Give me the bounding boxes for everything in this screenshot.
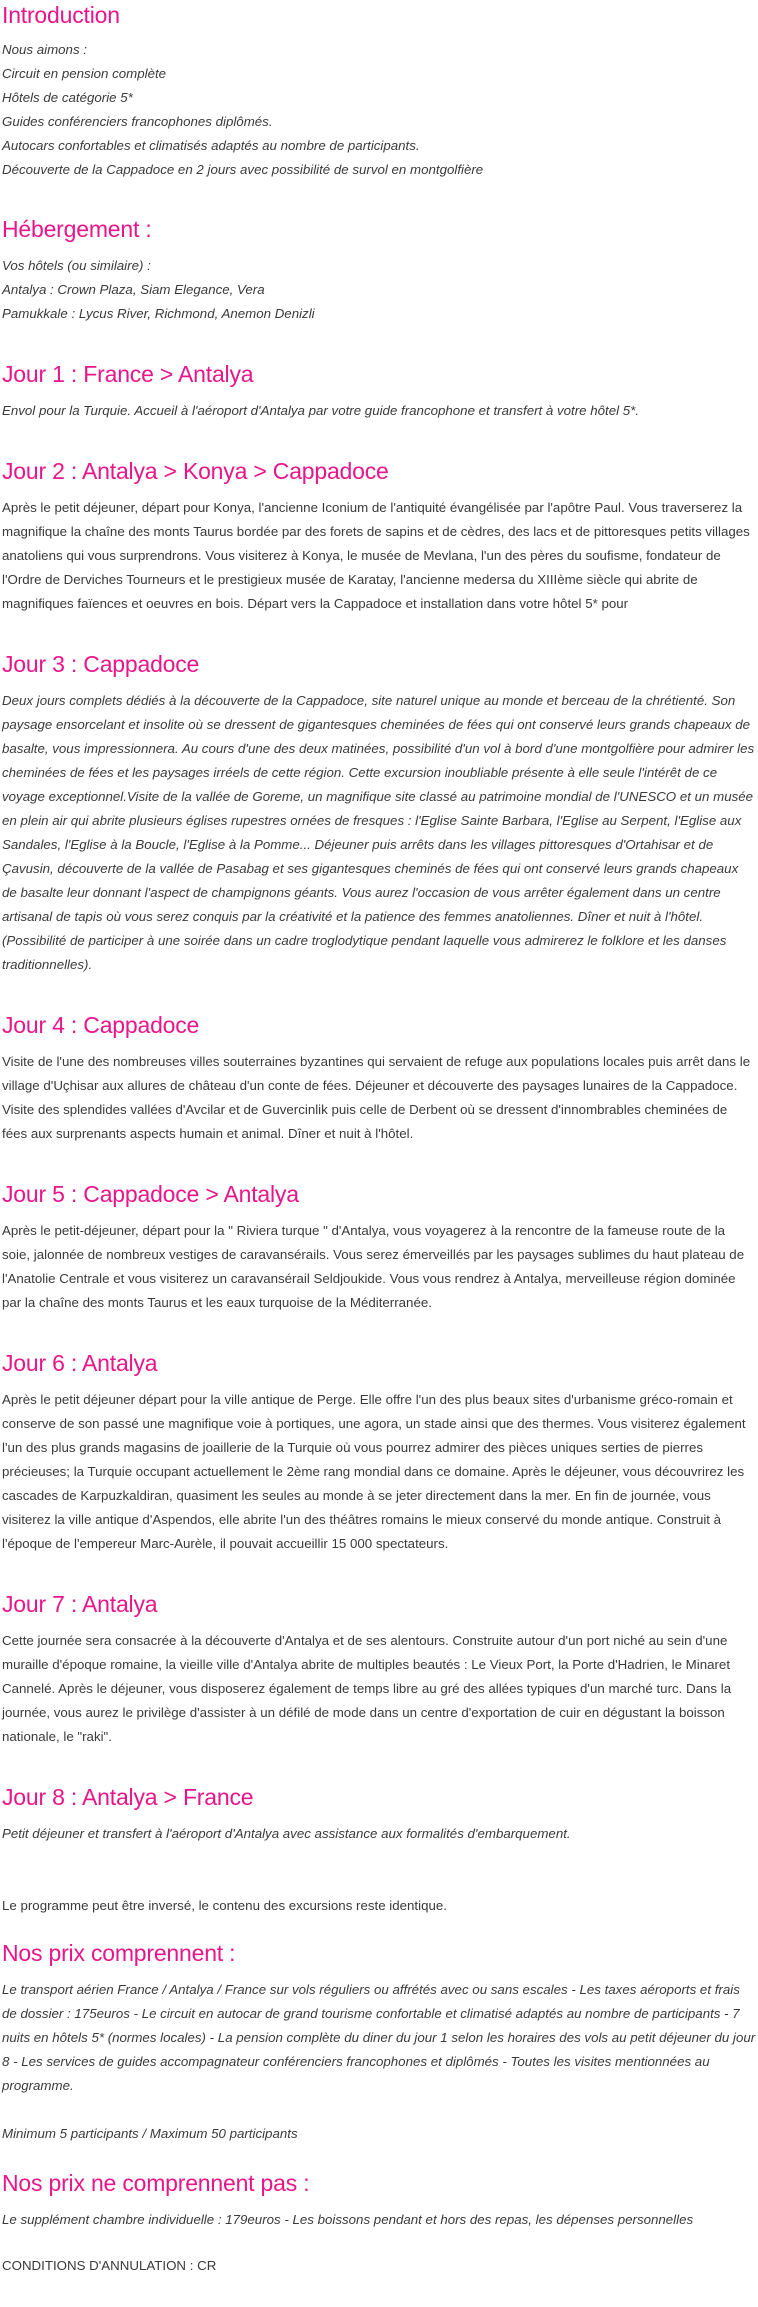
jour7-title: Jour 7 : Antalya (2, 1591, 158, 1617)
jour8-title: Jour 8 : Antalya > France (2, 1784, 254, 1810)
hebergement-title: Hébergement : (2, 216, 152, 242)
program-note: Le programme peut être inversé, le contenu des excursions reste identique. (2, 1898, 447, 1913)
intro-line: Découverte de la Cappadoce en 2 jours avec possibilité de survol en montgolfière (2, 162, 484, 177)
intro-line: Hôtels de catégorie 5* (2, 90, 133, 105)
jour8-section (2, 1782, 756, 1846)
jour3-title: Jour 3 : Cappadoce (2, 651, 200, 677)
intro-list (2, 38, 756, 182)
prix-inclus-text: Le transport aérien France / Antalya / France sur vols réguliers ou affrétés avec ou sans escales - Les taxes aéroports et frais de dossier : 175euros - Le circuit en autocar de grand tourisme confortable et climatisé adaptés au nombre de participants - 7 nuits en hôtels 5* (normes locales) - La pension complète du diner du jour 1 selon les horaires des vols au petit déjeuner du jour 8 - Les services de guides accompagnateur conférenciers francophones et diplômés - Toutes les visites mentionnées au programme. (2, 1982, 756, 2093)
intro-line: Guides conférenciers francophones diplômés. (2, 114, 273, 129)
prix-inclus-section (2, 1938, 756, 2146)
note-section (2, 1894, 756, 1918)
annulation-section (2, 2254, 756, 2278)
jour2-title: Jour 2 : Antalya > Konya > Cappadoce (2, 458, 389, 484)
intro-line: Nous aimons : (2, 42, 87, 57)
jour2-text: Après le petit déjeuner, départ pour Konya, l'ancienne Iconium de l'antiquité évangélisée par l'apôtre Paul. Vous traverserez la magnifique la chaîne des monts Taurus bordée par des forets de sapins et de cèdres, des lacs et de pittoresques petits villages anatoliens qui vous surprendrons. Vous visiterez à Konya, le musée de Mevlana, l'un des pères du soufisme, fondateur de l'Ordre de Derviches Tourneurs et le prestigieux musée de Karatay, l'ancienne medersa du XIIIème siècle qui abrite de magnifiques faïences et oeuvres en bois. Départ vers la Cappadoce et installation dans votre hôtel 5* pour (2, 500, 750, 611)
annulation-text: CONDITIONS D'ANNULATION : CR (2, 2258, 217, 2273)
intro-line: Autocars confortables et climatisés adaptés au nombre de participants. (2, 138, 420, 153)
jour1-text: Envol pour la Turquie. Accueil à l'aéroport d'Antalya par votre guide francophone et transfert à votre hôtel 5*. (2, 403, 640, 418)
prix-exclus-section (2, 2168, 756, 2232)
jour5-text: Après le petit-déjeuner, départ pour la " Riviera turque " d'Antalya, vous voyagerez à la rencontre de la fameuse route de la soie, jalonnée de nombreux vestiges de caravansérails. Vous serez émerveillés par les paysages sublimes du haut plateau de l'Anatolie Centrale et vous visiterez un caravansérail Seldjoukide. Vous vous rendrez à Antalya, merveilleuse région dominée par la chaîne des monts Taurus et les eaux turquoise de la Méditerranée. (2, 1223, 745, 1310)
jour5-section (2, 1179, 756, 1315)
hebergement-list (2, 254, 756, 326)
hebergement-line: Antalya : Crown Plaza, Siam Elegance, Vera (2, 282, 265, 297)
jour2-section (2, 456, 756, 616)
prix-inclus-title: Nos prix comprennent : (2, 1940, 236, 1966)
hebergement-section (2, 214, 756, 326)
prix-exclus-title: Nos prix ne comprennent pas : (2, 2170, 310, 2196)
jour4-section (2, 1010, 756, 1146)
hebergement-line: Vos hôtels (ou similaire) : (2, 258, 151, 273)
jour7-text: Cette journée sera consacrée à la découverte d'Antalya et de ses alentours. Construite autour d'un port niché au sein d'une muraille d'époque romaine, la vieille ville d'Antalya abrite de multiples beautés : Le Vieux Port, la Porte d'Hadrien, le Minaret Cannelé. Après le déjeuner, vous disposerez également de temps libre au gré des allées typiques d'un marché turc. Dans la journée, vous aurez le privilège d'assister à un défilé de mode dans un centre d'exportation de cuir en dégustant la boisson nationale, le "raki". (2, 1633, 732, 1744)
jour7-section (2, 1589, 756, 1749)
jour3-section (2, 649, 756, 977)
jour1-section (2, 359, 756, 423)
intro-title: Introduction (2, 2, 120, 28)
prix-exclus-text: Le supplément chambre individuelle : 179euros - Les boissons pendant et hors des repas, les dépenses personnelles (2, 2212, 694, 2227)
jour8-text: Petit déjeuner et transfert à l'aéroport d'Antalya avec assistance aux formalités d'embarquement. (2, 1826, 571, 1841)
hebergement-line: Pamukkale : Lycus River, Richmond, Anemon Denizli (2, 306, 315, 321)
participants-text: Minimum 5 participants / Maximum 50 participants (2, 2126, 298, 2141)
jour4-text: Visite de l'une des nombreuses villes souterraines byzantines qui servaient de refuge aux populations locales puis arrêt dans le village d'Uçhisar aux allures de château d'un conte de fées. Déjeuner et découverte des paysages lunaires de la Cappadoce. Visite des splendides vallées d'Avcilar et de Guvercinlik puis celle de Derbent où se dressent d'innombrables cheminées de fées aux surprenants aspects humain et animal. Dîner et nuit à l'hôtel. (2, 1054, 751, 1141)
jour6-text: Après le petit déjeuner départ pour la ville antique de Perge. Elle offre l'un des plus beaux sites d'urbanisme gréco-romain et conserve de son passé une magnifique voie à portiques, une agora, un stade ainsi que des thermes. Vous visiterez également l'un des plus grands magasins de joaillerie de la Turquie où vous pourrez admirer des pièces uniques serties de pierres précieuses; la Turquie occupant actuellement le 2ème rang mondial dans ce domaine. Après le déjeuner, vous découvrirez les cascades de Karpuzkaldiran, quasiment les seules au monde à se jeter directement dans la mer. En fin de journée, vous visiterez la ville antique d'Aspendos, elle abrite l'un des théâtres romains le mieux conservé du monde antique. Construit à l'époque de l'empereur Marc-Aurèle, il pouvait accueillir 15 000 spectateurs. (2, 1392, 746, 1551)
jour4-title: Jour 4 : Cappadoce (2, 1012, 200, 1038)
jour5-title: Jour 5 : Cappadoce > Antalya (2, 1181, 299, 1207)
jour3-text: Deux jours complets dédiés à la découverte de la Cappadoce, site naturel unique au monde et berceau de la chrétienté. Son paysage ensorcelant et insolite où se dressent de gigantesques cheminées de fées qui ont conservé leurs grands chapeaux de basalte, vous impressionnera. Au cours d'une des deux matinées, possibilité d'un vol à bord d'une montgolfière pour admirer les cheminées de fées et les paysages irréels de cette région. Cette excursion inoubliable présente à elle seule l'intérêt de ce voyage exceptionnel.Visite de la vallée de Goreme, un magnifique site classé au patrimoine mondial de l'UNESCO et un musée en plein air qui abrite plusieurs églises rupestres ornées de fresques : l'Eglise Sainte Barbara, l'Eglise au Serpent, l'Eglise aux Sandales, l'Eglise à la Boucle, l'Eglise à la Pomme... Déjeuner puis arrêts dans les villages pittoresques d'Ortahisar et de Çavusin, découverte de la vallée de Pasabag et ses gigantesques cheminés de fées qui ont conservé leurs grands chapeaux de basalte leur donnant l'aspect de champignons géants. Vous aurez l'occasion de vous arrêter également dans un centre artisanal de tapis où vous serez conquis par la créativité et la patience des femmes anatoliennes. Dîner et nuit à l'hôtel. (Possibilité de participer à une soirée dans un cadre troglodytique pendant laquelle vous admirerez le folklore et les danses traditionnelles). (2, 693, 755, 972)
intro-section (2, 0, 756, 182)
jour6-title: Jour 6 : Antalya (2, 1350, 158, 1376)
jour6-section (2, 1348, 756, 1556)
jour1-title: Jour 1 : France > Antalya (2, 361, 254, 387)
intro-line: Circuit en pension complète (2, 66, 167, 81)
